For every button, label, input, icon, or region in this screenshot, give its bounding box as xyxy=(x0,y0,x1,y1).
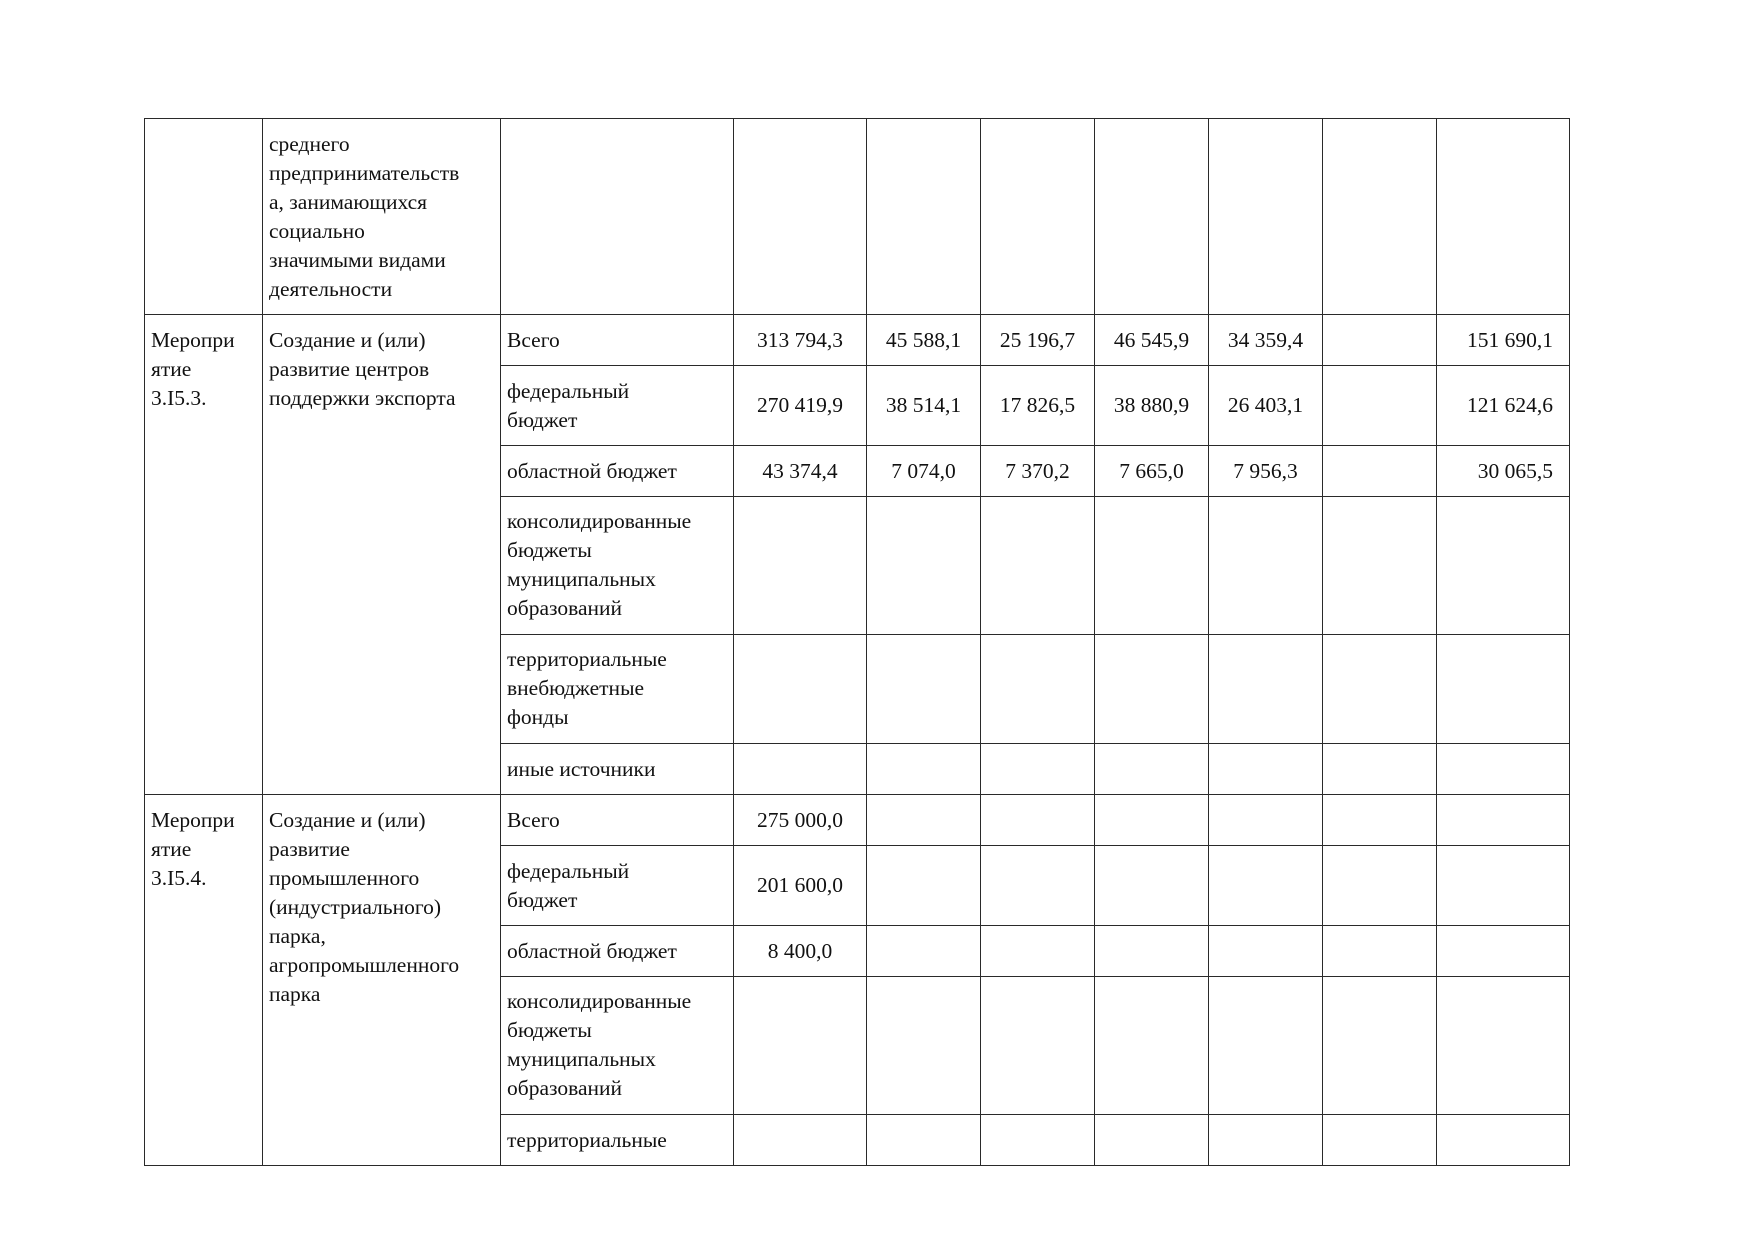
value-cell: 275 000,0 xyxy=(734,795,867,846)
value-cell: 38 880,9 xyxy=(1095,366,1209,446)
value-cell: 25 196,7 xyxy=(981,315,1095,366)
continuation-name-cell: среднего предпринимательств а, занимающихся социально значимыми видами деятельности xyxy=(263,119,501,315)
value-cell: 7 665,0 xyxy=(1095,446,1209,497)
table-row xyxy=(145,315,1570,366)
value-cell xyxy=(1323,366,1437,446)
source-cell: Всего xyxy=(501,795,734,846)
value-cell: 270 419,9 xyxy=(734,366,867,446)
value-cell: 43 374,4 xyxy=(734,446,867,497)
value-cell: 8 400,0 xyxy=(734,926,867,977)
value-cell: 7 956,3 xyxy=(1209,446,1323,497)
source-cell: территориальные внебюджетные фонды xyxy=(501,635,734,744)
total-value-cell: 151 690,1 xyxy=(1437,315,1570,366)
value-cell xyxy=(1323,315,1437,366)
event-name-cell: Создание и (или) развитие промышленного (индустриального) парка, агропромышленного парка xyxy=(263,795,501,1166)
event-name-cell: Создание и (или) развитие центров поддержки экспорта xyxy=(263,315,501,795)
source-cell: иные источники xyxy=(501,744,734,795)
value-cell: 17 826,5 xyxy=(981,366,1095,446)
table-row-continuation xyxy=(145,119,1570,315)
total-value-cell: 121 624,6 xyxy=(1437,366,1570,446)
value-cell: 313 794,3 xyxy=(734,315,867,366)
value-cell: 201 600,0 xyxy=(734,846,867,926)
value-cell: 7 370,2 xyxy=(981,446,1095,497)
value-cell: 7 074,0 xyxy=(867,446,981,497)
total-value-cell: 30 065,5 xyxy=(1437,446,1570,497)
source-cell: областной бюджет xyxy=(501,446,734,497)
event-code-cell: Меропри ятие 3.I5.4. xyxy=(145,795,263,1166)
event-code-cell: Меропри ятие 3.I5.3. xyxy=(145,315,263,795)
source-cell: территориальные xyxy=(501,1115,734,1166)
value-cell: 26 403,1 xyxy=(1209,366,1323,446)
value-cell: 46 545,9 xyxy=(1095,315,1209,366)
source-cell: федеральный бюджет xyxy=(501,366,734,446)
value-cell: 45 588,1 xyxy=(867,315,981,366)
budget-table xyxy=(144,118,1570,1166)
table-row xyxy=(145,795,1570,846)
event-code-cell xyxy=(145,119,263,315)
value-cell xyxy=(1323,446,1437,497)
source-cell: консолидированные бюджеты муниципальных образований xyxy=(501,497,734,635)
source-cell: Всего xyxy=(501,315,734,366)
source-cell: федеральный бюджет xyxy=(501,846,734,926)
value-cell: 38 514,1 xyxy=(867,366,981,446)
source-cell: областной бюджет xyxy=(501,926,734,977)
source-cell xyxy=(501,119,734,315)
source-cell: консолидированные бюджеты муниципальных образований xyxy=(501,977,734,1115)
value-cell: 34 359,4 xyxy=(1209,315,1323,366)
